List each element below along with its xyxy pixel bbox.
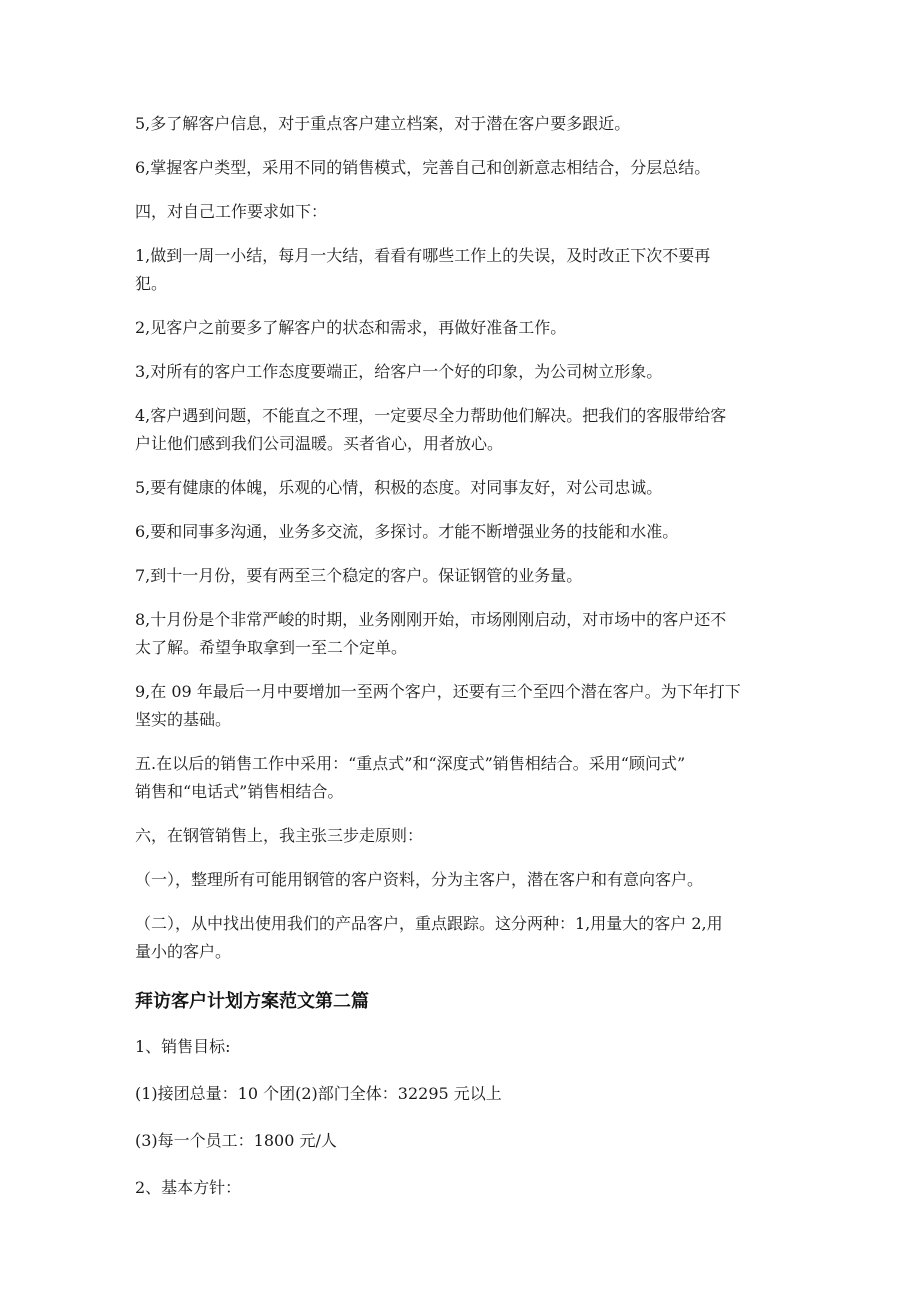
- text-line: 坚实的基础。: [135, 710, 232, 729]
- text-line: 太了解。希望争取拿到一至二个定单。: [135, 638, 408, 657]
- paragraph: [135, 1127, 795, 1155]
- text-line: 9,在 09 年最后一月中要增加一至两个客户，还要有三个至四个潜在客户。为下年打下: [135, 682, 741, 701]
- paragraph: [135, 110, 795, 138]
- text-line: 5,要有健康的体魄，乐观的心情，积极的态度。对同事友好，对公司忠诚。: [135, 478, 663, 497]
- paragraph: [135, 866, 795, 894]
- paragraph: [135, 562, 795, 590]
- paragraph: [135, 750, 795, 806]
- text-line: 六，在钢管销售上，我主张三步走原则：: [135, 826, 424, 845]
- text-line: 1,做到一周一小结，每月一大结，看看有哪些工作上的失误，及时改正下次不要再: [135, 246, 711, 265]
- text-line: (3)每一个员工：1800 元/人: [135, 1131, 337, 1150]
- paragraph: [135, 402, 795, 458]
- text-line: (1)接团总量：10 个团(2)部门全体：32295 元以上: [135, 1084, 502, 1103]
- text-line: 四，对自己工作要求如下：: [135, 202, 328, 221]
- text-line: （一），整理所有可能用钢管的客户资料，分为主客户，潜在客户和有意向客户。: [135, 870, 704, 889]
- section-one: [135, 110, 795, 966]
- paragraph: [135, 242, 795, 298]
- text-line: 6,掌握客户类型，采用不同的销售模式，完善自己和创新意志相结合，分层总结。: [135, 158, 711, 177]
- paragraph: [135, 1080, 795, 1108]
- paragraph: [135, 358, 795, 386]
- text-line: 1、销售目标:: [135, 1037, 231, 1056]
- section-title: 拜访客户计划方案范文第二篇: [135, 991, 369, 1012]
- text-line: 4,客户遇到问题，不能直之不理，一定要尽全力帮助他们解决。把我们的客服带给客: [135, 406, 727, 425]
- paragraph: [135, 1033, 795, 1061]
- paragraph: [135, 314, 795, 342]
- text-line: 3,对所有的客户工作态度要端正，给客户一个好的印象，为公司树立形象。: [135, 362, 663, 381]
- text-line: 5,多了解客户信息，对于重点客户建立档案，对于潜在客户要多跟近。: [135, 114, 631, 133]
- paragraph: [135, 518, 795, 546]
- paragraph: [135, 910, 795, 966]
- text-line: （二），从中找出使用我们的产品客户，重点跟踪。这分两种：1,用量大的客户 2,用: [135, 914, 723, 933]
- text-line: 6,要和同事多沟通，业务多交流，多探讨。才能不断增强业务的技能和水准。: [135, 522, 679, 541]
- paragraph: [135, 198, 795, 226]
- text-line: 五.在以后的销售工作中采用：“重点式”和“深度式”销售相结合。采用“顾问式”: [135, 754, 686, 773]
- paragraph: [135, 1174, 795, 1202]
- document-page: [135, 110, 795, 1221]
- text-line: 8,十月份是个非常严峻的时期，业务刚刚开始，市场刚刚启动，对市场中的客户还不: [135, 610, 727, 629]
- paragraph: [135, 822, 795, 850]
- text-line: 销售和“电话式”销售相结合。: [135, 782, 344, 801]
- text-line: 2、基本方针：: [135, 1178, 242, 1197]
- paragraph: [135, 154, 795, 182]
- paragraph: [135, 606, 795, 662]
- paragraph: [135, 678, 795, 734]
- text-line: 2,见客户之前要多了解客户的状态和需求，再做好准备工作。: [135, 318, 567, 337]
- text-line: 量小的客户。: [135, 942, 232, 961]
- text-line: 犯。: [135, 274, 168, 293]
- paragraph: [135, 474, 795, 502]
- section-two: [135, 1033, 795, 1202]
- text-line: 7,到十一月份，要有两至三个稳定的客户。保证钢管的业务量。: [135, 566, 583, 585]
- text-line: 户让他们感到我们公司温暖。买者省心，用者放心。: [135, 434, 504, 453]
